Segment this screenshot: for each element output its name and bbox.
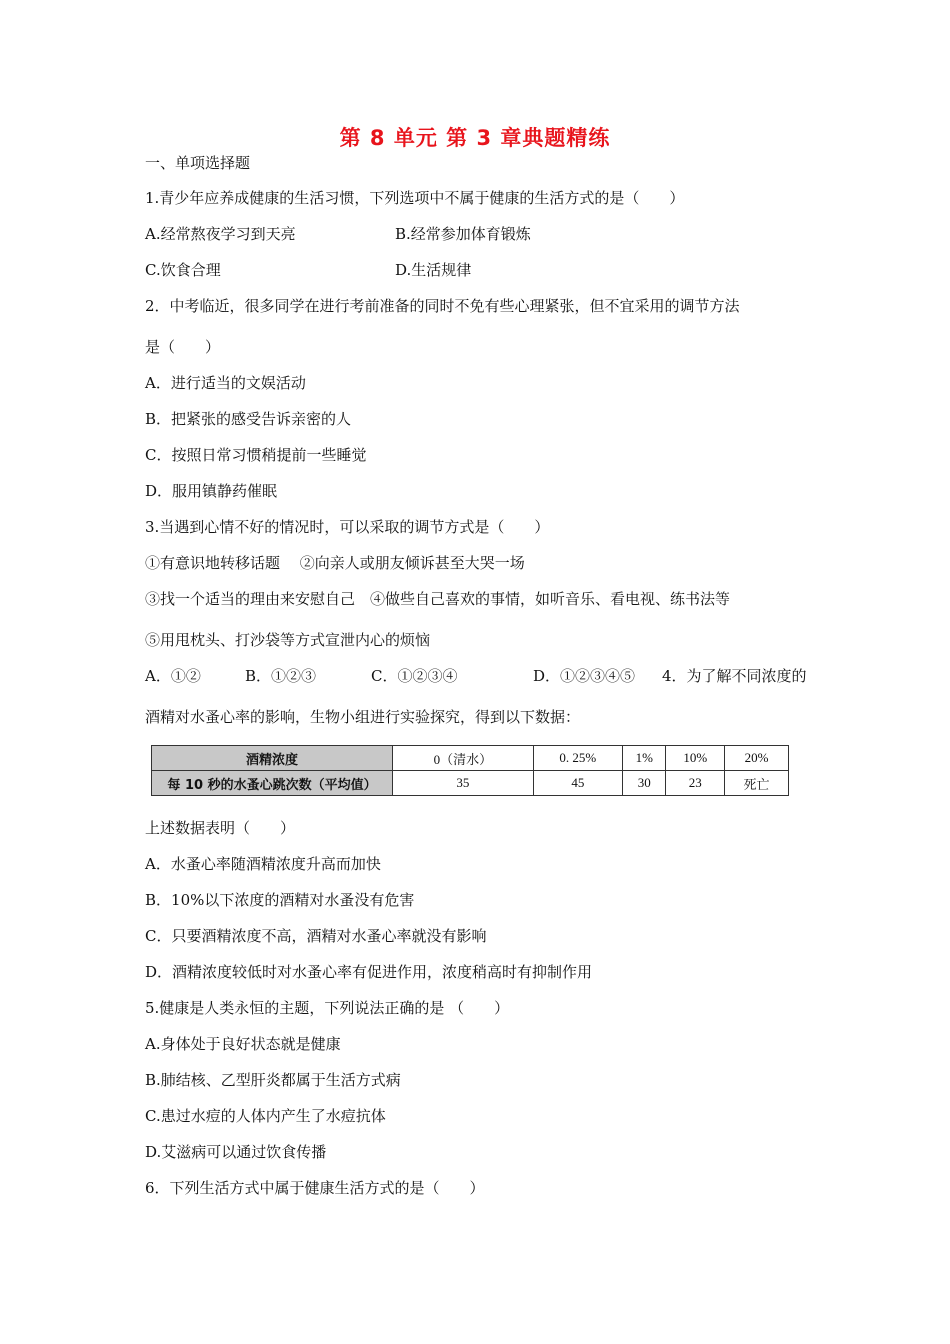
- question-4-stem-line-1: 4．为了解不同浓度的: [662, 667, 807, 685]
- question-3-option-a: A．①②: [145, 667, 201, 685]
- question-2-option-c: C．按照日常习惯稍提前一些睡觉: [145, 446, 367, 464]
- question-5-option-c: C.患过水痘的人体内产生了水痘抗体: [145, 1107, 386, 1125]
- question-5-option-a: A.身体处于良好状态就是健康: [145, 1035, 341, 1053]
- table-row: [152, 771, 789, 796]
- question-2-stem-line-1: 2．中考临近，很多同学在进行考前准备的同时不免有些心理紧张，但不宜采用的调节方法: [145, 297, 740, 315]
- table-cell: 1%: [623, 746, 666, 771]
- question-1-option-d: D.生活规律: [395, 261, 472, 279]
- table-header-cell: 酒精浓度: [152, 746, 393, 771]
- question-2-option-d: D．服用镇静药催眠: [145, 482, 278, 500]
- question-3-item-line-1: ①有意识地转移话题 ②向亲人或朋友倾诉甚至大哭一场: [145, 554, 525, 572]
- question-4-option-b: B．10%以下浓度的酒精对水蚤没有危害: [145, 891, 415, 909]
- table-cell: 0. 25%: [533, 746, 622, 771]
- alcohol-heart-rate-table: [151, 745, 789, 796]
- question-3-option-c: C．①②③④: [371, 667, 458, 685]
- question-5-stem: 5.健康是人类永恒的主题，下列说法正确的是 （ ）: [145, 999, 510, 1017]
- question-4-option-a: A．水蚤心率随酒精浓度升高而加快: [145, 855, 381, 873]
- table-cell: 20%: [725, 746, 789, 771]
- section-heading: 一、单项选择题: [145, 154, 251, 172]
- question-5-option-b: B.肺结核、乙型肝炎都属于生活方式病: [145, 1071, 401, 1089]
- table-cell: 45: [533, 771, 622, 796]
- question-3-option-b: B．①②③: [245, 667, 317, 685]
- table-row: [152, 746, 789, 771]
- question-2-stem-line-2: 是（ ）: [145, 338, 221, 356]
- question-1-stem: 1.青少年应养成健康的生活习惯，下列选项中不属于健康的生活方式的是（ ）: [145, 189, 685, 207]
- question-4-stem-line-3: 上述数据表明（ ）: [145, 819, 296, 837]
- question-6-stem: 6．下列生活方式中属于健康生活方式的是（ ）: [145, 1179, 485, 1197]
- table-cell: 0（清水）: [393, 746, 534, 771]
- question-2-option-b: B．把紧张的感受告诉亲密的人: [145, 410, 352, 428]
- question-4-stem-line-2: 酒精对水蚤心率的影响，生物小组进行实验探究，得到以下数据：: [145, 708, 581, 726]
- question-1-option-a: A.经常熬夜学习到天亮: [145, 225, 296, 243]
- question-5-option-d: D.艾滋病可以通过饮食传播: [145, 1143, 327, 1161]
- question-1-option-c: C.饮食合理: [145, 261, 221, 279]
- question-3-item-line-2: ③找一个适当的理由来安慰自己 ④做些自己喜欢的事情，如听音乐、看电视、练书法等: [145, 590, 731, 608]
- question-1-option-b: B.经常参加体育锻炼: [395, 225, 531, 243]
- question-3-item-line-3: ⑤用甩枕头、打沙袋等方式宣泄内心的烦恼: [145, 631, 431, 649]
- question-4-option-c: C．只要酒精浓度不高，酒精对水蚤心率就没有影响: [145, 927, 487, 945]
- table-cell: 30: [623, 771, 666, 796]
- table-header-cell: 每 10 秒的水蚤心跳次数（平均值）: [152, 771, 393, 796]
- question-3-option-d: D．①②③④⑤: [533, 667, 636, 685]
- question-2-option-a: A．进行适当的文娱活动: [145, 374, 306, 392]
- table-cell: 10%: [666, 746, 725, 771]
- page-title: 第 8 单元 第 3 章典题精练: [339, 126, 611, 150]
- table-cell: 23: [666, 771, 725, 796]
- table-cell: 35: [393, 771, 534, 796]
- question-4-option-d: D．酒精浓度较低时对水蚤心率有促进作用，浓度稍高时有抑制作用: [145, 963, 593, 981]
- question-3-stem: 3.当遇到心情不好的情况时，可以采取的调节方式是（ ）: [145, 518, 550, 536]
- table-cell: 死亡: [725, 771, 789, 796]
